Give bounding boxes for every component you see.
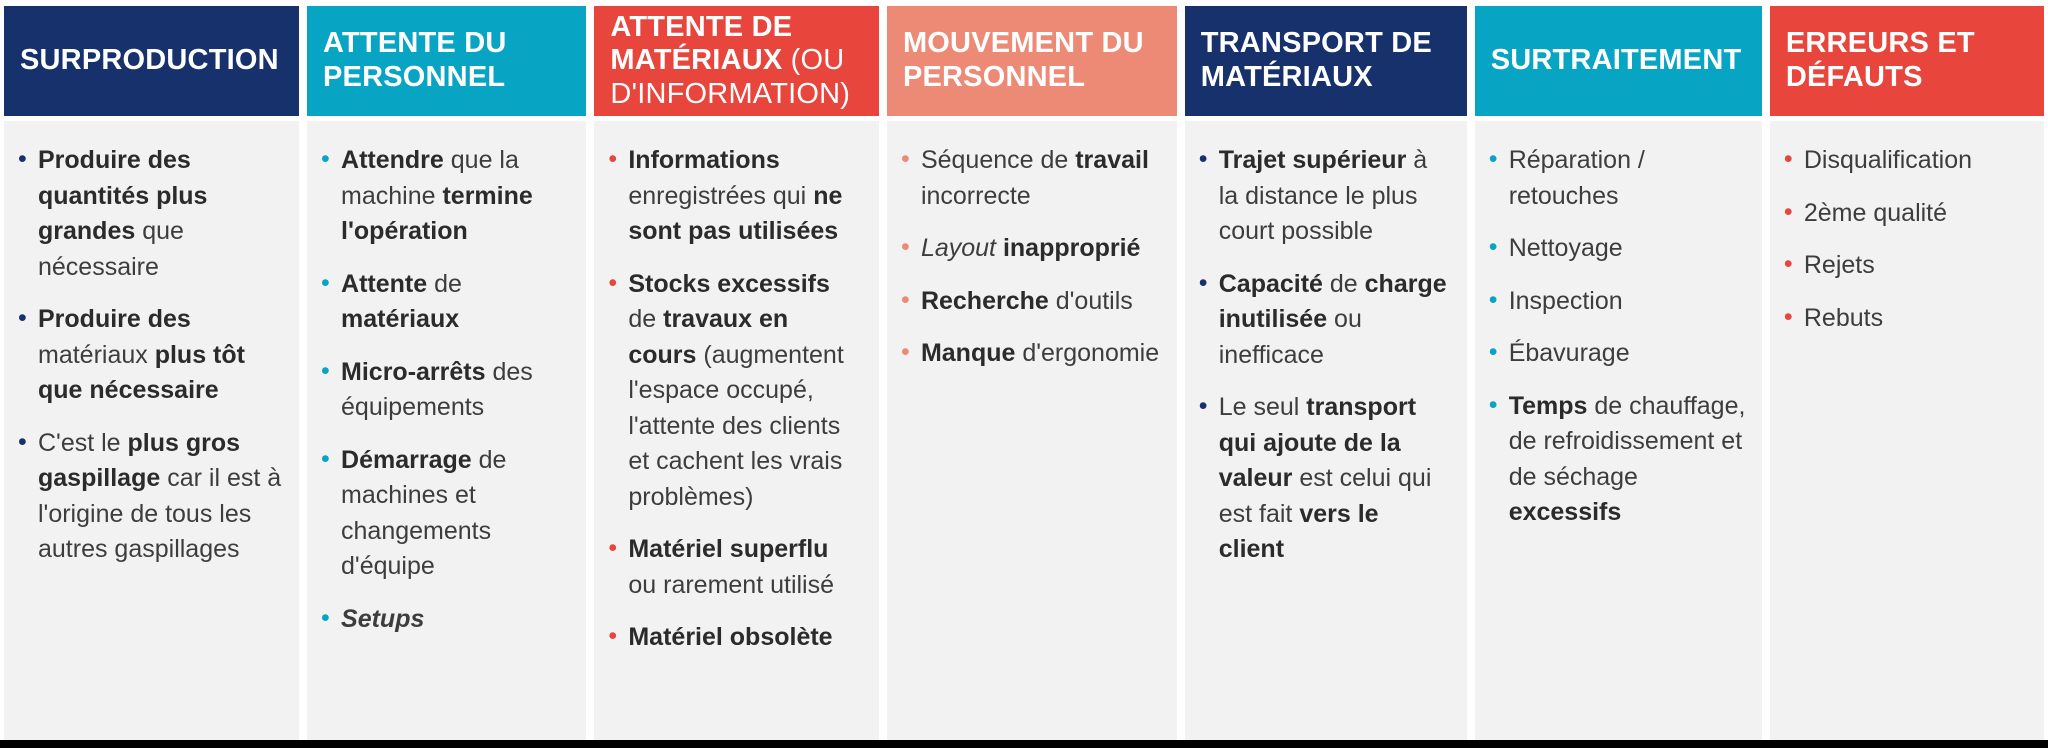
list-item bbox=[317, 602, 570, 638]
text-segment: est celui qui est fait bbox=[1218, 464, 1432, 528]
text-segment: Nettoyage bbox=[1508, 234, 1623, 262]
header-main: TRANSPORT DE MATÉRIAUX bbox=[1200, 27, 1432, 93]
list-item bbox=[14, 426, 283, 568]
header-main: SURTRAITEMENT bbox=[1490, 44, 1742, 77]
column-body-surproduction bbox=[4, 121, 299, 740]
text-segment: Rebuts bbox=[1803, 303, 1884, 332]
text-segment: d'outils bbox=[1048, 286, 1133, 315]
text-segment: Layout bbox=[920, 234, 996, 262]
text-segment: de bbox=[1322, 269, 1365, 298]
list-item bbox=[1485, 336, 1746, 372]
header-main: ATTENTE DU PERSONNEL bbox=[323, 27, 507, 93]
text-segment: car il est à l'origine de tous les autres gaspillages bbox=[38, 464, 282, 563]
text-segment: C'est le bbox=[38, 428, 128, 457]
column-body-attente-du-personnel bbox=[307, 121, 586, 740]
text-segment: Stocks excessifs bbox=[628, 269, 830, 298]
list-item bbox=[897, 231, 1161, 267]
text-segment: Produire des bbox=[38, 305, 191, 333]
header-light: (OU D'INFORMATION) bbox=[610, 44, 851, 110]
list-item bbox=[1195, 390, 1451, 568]
column-header-attente-de-materiaux bbox=[594, 6, 879, 116]
header-main: SURPRODUCTION bbox=[20, 44, 279, 77]
list-item bbox=[1195, 267, 1451, 374]
text-segment: Rejets bbox=[1803, 251, 1875, 279]
column-body-erreurs-et-defauts bbox=[1770, 121, 2044, 740]
text-segment: Informations bbox=[628, 146, 780, 174]
text-segment: de chauffage, de refroidissement et de séchage bbox=[1508, 391, 1746, 491]
header-main: ERREURS ET DÉFAUTS bbox=[1785, 27, 1975, 93]
column-header-text-transport-de-materiaux bbox=[1201, 27, 1451, 94]
list-item bbox=[897, 336, 1161, 372]
list-item bbox=[1780, 143, 2028, 179]
text-segment: Séquence de bbox=[920, 146, 1076, 174]
column-header-text-erreurs-et-defauts bbox=[1786, 27, 2028, 94]
list-item bbox=[1780, 248, 2028, 284]
text-segment: (augmentent l'espace occupé, l'attente des clients et cachent les vrais problèmes) bbox=[628, 340, 844, 511]
text-segment: Recherche bbox=[920, 286, 1049, 315]
bullet-list-mouvement-du-personnel bbox=[897, 143, 1161, 372]
text-segment: plus tôt que nécessaire bbox=[38, 340, 245, 404]
list-item bbox=[317, 267, 570, 338]
column-transport-de-materiaux bbox=[1185, 6, 1467, 740]
text-segment: que la machine bbox=[341, 146, 519, 210]
column-header-surtraitement bbox=[1475, 6, 1762, 116]
list-item bbox=[317, 143, 570, 250]
text-segment: de bbox=[427, 269, 462, 298]
text-segment: Attendre bbox=[341, 146, 444, 174]
text-segment: incorrecte bbox=[920, 181, 1031, 210]
header-main: ATTENTE DE MATÉRIAUX bbox=[610, 10, 793, 77]
list-item bbox=[1485, 389, 1746, 531]
text-segment: travaux en cours bbox=[628, 305, 789, 369]
list-item bbox=[1485, 284, 1746, 320]
bullet-list-erreurs-et-defauts bbox=[1780, 143, 2028, 336]
text-segment: de bbox=[628, 305, 664, 333]
column-header-text-attente-du-personnel bbox=[323, 27, 570, 94]
column-body-mouvement-du-personnel bbox=[887, 121, 1177, 740]
bullet-list-attente-du-personnel bbox=[317, 143, 570, 637]
text-segment: d'ergonomie bbox=[1015, 339, 1160, 367]
column-header-text-surproduction bbox=[20, 44, 279, 78]
text-segment: à la distance le plus court possible bbox=[1218, 146, 1428, 245]
text-segment: charge inutilisée bbox=[1218, 269, 1447, 333]
column-header-text-attente-de-materiaux bbox=[610, 11, 863, 112]
header-main: MOUVEMENT DU PERSONNEL bbox=[902, 27, 1144, 93]
bullet-list-transport-de-materiaux bbox=[1195, 143, 1451, 568]
text-segment: excessifs bbox=[1508, 498, 1622, 526]
text-segment: Ébavurage bbox=[1508, 339, 1630, 367]
column-header-mouvement-du-personnel bbox=[887, 6, 1177, 116]
text-segment: Réparation / retouches bbox=[1508, 146, 1645, 210]
text-segment: vers le client bbox=[1218, 499, 1379, 563]
text-segment: ne sont pas utilisées bbox=[628, 181, 843, 245]
text-segment: Capacité bbox=[1218, 269, 1323, 298]
list-item bbox=[897, 284, 1161, 320]
text-segment: Setups bbox=[341, 604, 425, 633]
text-segment: Matériel obsolète bbox=[628, 623, 833, 651]
text-segment: ou rarement utilisé bbox=[628, 570, 835, 599]
text-segment: Inspection bbox=[1508, 286, 1623, 315]
bullet-list-surtraitement bbox=[1485, 143, 1746, 531]
text-segment: travail bbox=[1075, 146, 1149, 174]
text-segment: 2ème qualité bbox=[1803, 198, 1948, 227]
list-item bbox=[604, 620, 863, 656]
text-segment: termine l'opération bbox=[341, 181, 533, 245]
column-header-text-mouvement-du-personnel bbox=[903, 27, 1161, 94]
column-header-attente-du-personnel bbox=[307, 6, 586, 116]
list-item bbox=[604, 267, 863, 516]
list-item bbox=[604, 532, 863, 603]
list-item bbox=[1780, 196, 2028, 232]
list-item bbox=[1485, 143, 1746, 214]
text-segment: des équipements bbox=[341, 357, 533, 421]
column-header-text-surtraitement bbox=[1491, 44, 1742, 78]
list-item bbox=[1485, 231, 1746, 267]
column-body-attente-de-materiaux bbox=[594, 121, 879, 740]
text-segment: matériaux bbox=[341, 305, 460, 333]
column-body-transport-de-materiaux bbox=[1185, 121, 1467, 740]
column-erreurs-et-defauts bbox=[1770, 6, 2044, 740]
column-body-surtraitement bbox=[1475, 121, 1762, 740]
list-item bbox=[897, 143, 1161, 214]
text-segment: Attente bbox=[341, 269, 428, 298]
text-segment: inapproprié bbox=[996, 234, 1141, 262]
list-item bbox=[14, 302, 283, 409]
bullet-list-attente-de-materiaux bbox=[604, 143, 863, 656]
column-header-erreurs-et-defauts bbox=[1770, 6, 2044, 116]
text-segment: enregistrées qui bbox=[628, 181, 814, 210]
bullet-list-surproduction bbox=[14, 143, 283, 568]
text-segment: Disqualification bbox=[1803, 146, 1973, 174]
text-segment: ou inefficace bbox=[1218, 305, 1362, 369]
list-item bbox=[604, 143, 863, 250]
column-header-transport-de-materiaux bbox=[1185, 6, 1467, 116]
text-segment: Temps bbox=[1508, 391, 1588, 420]
text-segment: Matériel superflu bbox=[628, 535, 829, 563]
list-item bbox=[1780, 301, 2028, 337]
text-segment: Produire des quantités plus grandes bbox=[38, 146, 208, 245]
list-item bbox=[317, 355, 570, 426]
text-segment: transport qui ajoute de la valeur bbox=[1218, 393, 1417, 492]
list-item bbox=[1195, 143, 1451, 250]
text-segment: que nécessaire bbox=[38, 217, 184, 281]
list-item bbox=[14, 143, 283, 285]
column-mouvement-du-personnel bbox=[887, 6, 1177, 740]
text-segment: Trajet supérieur bbox=[1218, 146, 1407, 174]
column-attente-du-personnel bbox=[307, 6, 586, 740]
text-segment: matériaux bbox=[38, 340, 155, 369]
text-segment: Le seul bbox=[1218, 393, 1307, 421]
text-segment: de machines et changements d'équipe bbox=[341, 445, 507, 580]
column-surproduction bbox=[4, 6, 299, 740]
column-surtraitement bbox=[1475, 6, 1762, 740]
column-header-surproduction bbox=[4, 6, 299, 116]
text-segment: plus gros gaspillage bbox=[38, 428, 241, 492]
column-attente-de-materiaux bbox=[594, 6, 879, 740]
bottom-bar bbox=[0, 740, 2048, 748]
text-segment: Manque bbox=[920, 339, 1016, 367]
text-segment: Démarrage bbox=[341, 445, 472, 474]
text-segment: Micro-arrêts bbox=[341, 357, 486, 386]
list-item bbox=[317, 443, 570, 585]
